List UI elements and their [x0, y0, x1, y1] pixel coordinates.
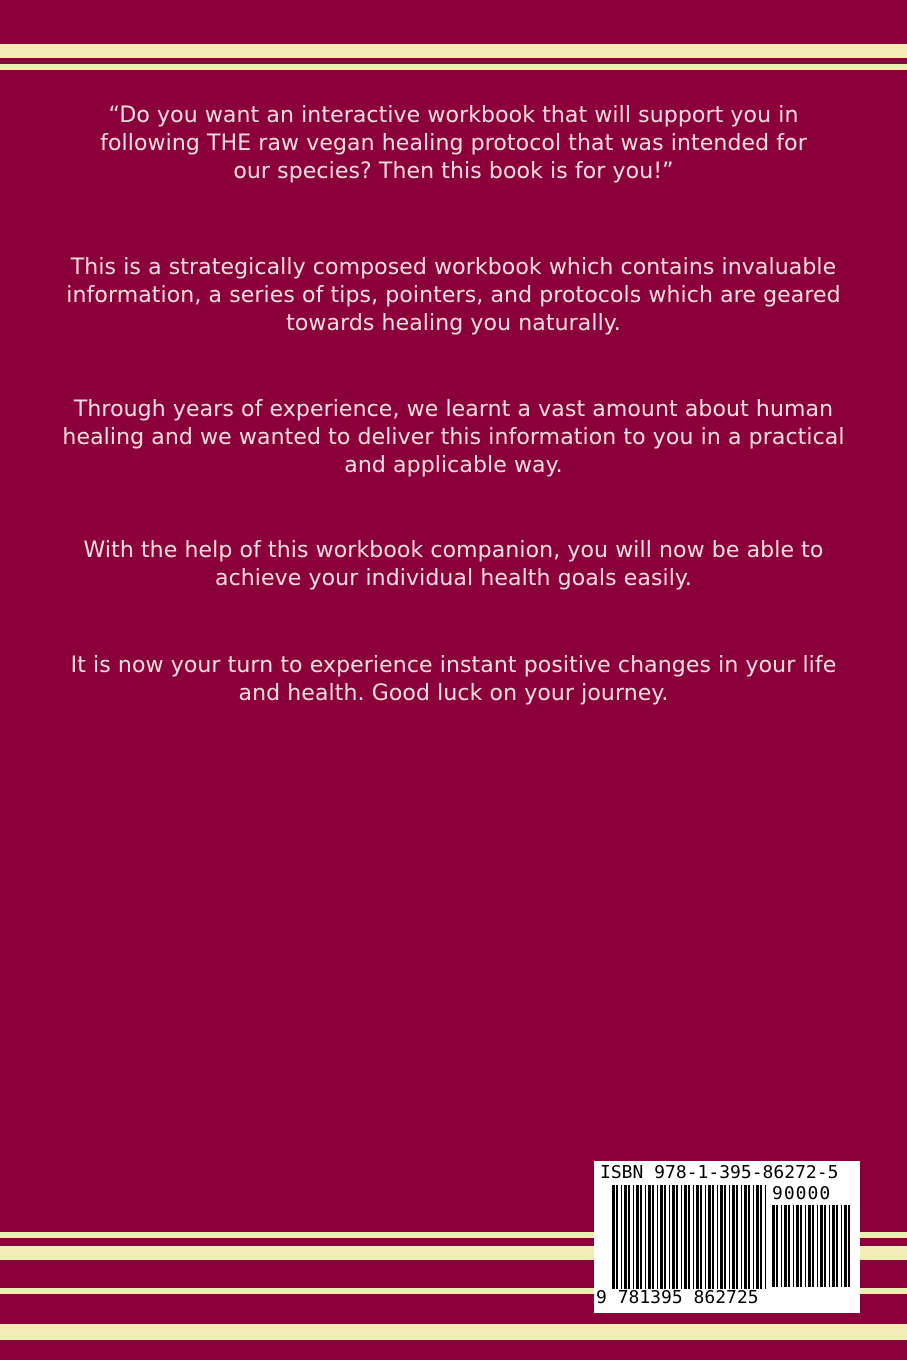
barcode-bar	[808, 1205, 811, 1287]
barcode-bar	[729, 1185, 730, 1289]
top-stripe-thick	[0, 44, 907, 58]
barcode-bar	[693, 1185, 694, 1289]
barcode-bar	[817, 1205, 818, 1287]
barcode-bar	[772, 1205, 775, 1287]
text-line: “Do you want an interactive workbook that will support you in	[108, 103, 799, 128]
text-line: our species? Then this book is for you!”	[233, 159, 674, 184]
barcode-bar	[660, 1185, 663, 1289]
isbn-barcode	[594, 1161, 860, 1313]
barcode-bar	[836, 1205, 838, 1287]
barcode-bar	[705, 1185, 706, 1289]
barcode-bar	[708, 1185, 711, 1289]
barcode-bar	[681, 1185, 682, 1289]
barcode-bar	[648, 1185, 651, 1289]
barcode-bar	[645, 1185, 646, 1289]
barcode-bar	[732, 1185, 735, 1289]
barcode-bar	[664, 1185, 666, 1289]
text-line: healing and we wanted to deliver this information to you in a practical	[62, 425, 845, 450]
text-line: achieve your individual health goals easily.	[214, 566, 693, 591]
barcode-bar	[621, 1185, 622, 1289]
paragraph-workbook-description	[0, 254, 907, 338]
barcode-bar	[796, 1205, 799, 1287]
barcode-bar	[612, 1185, 615, 1289]
text-line: and health. Good luck on your journey.	[238, 681, 669, 706]
barcode-bar	[712, 1185, 714, 1289]
price-addon-number: 90000	[772, 1183, 832, 1204]
barcode-bar	[753, 1185, 754, 1289]
barcode-bar	[717, 1185, 718, 1289]
barcode-bar	[765, 1185, 766, 1289]
barcode-bar	[688, 1185, 690, 1289]
isbn-number: ISBN 978-1-395-86272-5	[600, 1162, 839, 1183]
barcode-bar	[841, 1205, 842, 1287]
paragraph-intro-quote	[0, 102, 907, 186]
text-line: With the help of this workbook companion, you will now be able to	[83, 538, 824, 563]
barcode-bar	[676, 1185, 678, 1289]
barcode-bar	[844, 1205, 847, 1287]
paragraph-closing	[0, 652, 907, 708]
barcode-bar	[820, 1205, 823, 1287]
barcode-bar	[829, 1205, 830, 1287]
barcode-bar	[640, 1185, 642, 1289]
paragraph-companion	[0, 537, 907, 593]
barcode-bar	[812, 1205, 814, 1287]
text-line: following THE raw vegan healing protocol that was intended for	[100, 131, 807, 156]
barcode-bar	[736, 1185, 738, 1289]
text-line: This is a strategically composed workbook which contains invaluable	[70, 255, 837, 280]
paragraph-experience	[0, 396, 907, 480]
barcode-bar	[672, 1185, 675, 1289]
barcode-bar	[636, 1185, 639, 1289]
barcode-bar	[741, 1185, 742, 1289]
barcode-bar	[724, 1185, 726, 1289]
barcode-bar	[848, 1205, 850, 1287]
barcode-bar	[832, 1205, 835, 1287]
barcode-bar	[805, 1205, 806, 1287]
barcode-bar	[684, 1185, 687, 1289]
barcode-bar	[744, 1185, 747, 1289]
barcode-bar	[788, 1205, 790, 1287]
bottom-stripe-thick-2	[0, 1324, 907, 1340]
barcode-bar	[657, 1185, 658, 1289]
text-line: towards healing you naturally.	[286, 311, 621, 336]
text-line: information, a series of tips, pointers, and protocols which are geared	[66, 283, 841, 308]
barcode-bar	[781, 1205, 782, 1287]
barcode-bar	[624, 1185, 627, 1289]
barcode-bar	[669, 1185, 670, 1289]
barcode-bar	[824, 1205, 826, 1287]
barcode-bar	[700, 1185, 702, 1289]
barcode-bar	[720, 1185, 723, 1289]
text-line: It is now your turn to experience instant positive changes in your life	[70, 653, 837, 678]
barcode-bar	[756, 1185, 759, 1289]
ean-number: 9 781395 862725	[596, 1287, 759, 1308]
barcode-bar	[628, 1185, 630, 1289]
top-stripe-thin	[0, 64, 907, 70]
barcode-bar	[652, 1185, 654, 1289]
barcode-bar	[776, 1205, 778, 1287]
barcode-bar	[748, 1185, 750, 1289]
barcode-bar	[633, 1185, 634, 1289]
barcode-bar	[616, 1185, 618, 1289]
barcode-bar	[800, 1205, 802, 1287]
barcode-bar	[760, 1185, 762, 1289]
barcode-bar	[793, 1205, 794, 1287]
text-line: and applicable way.	[344, 453, 563, 478]
barcode-bar	[696, 1185, 699, 1289]
text-line: Through years of experience, we learnt a vast amount about human	[73, 397, 834, 422]
barcode-bar	[784, 1205, 787, 1287]
